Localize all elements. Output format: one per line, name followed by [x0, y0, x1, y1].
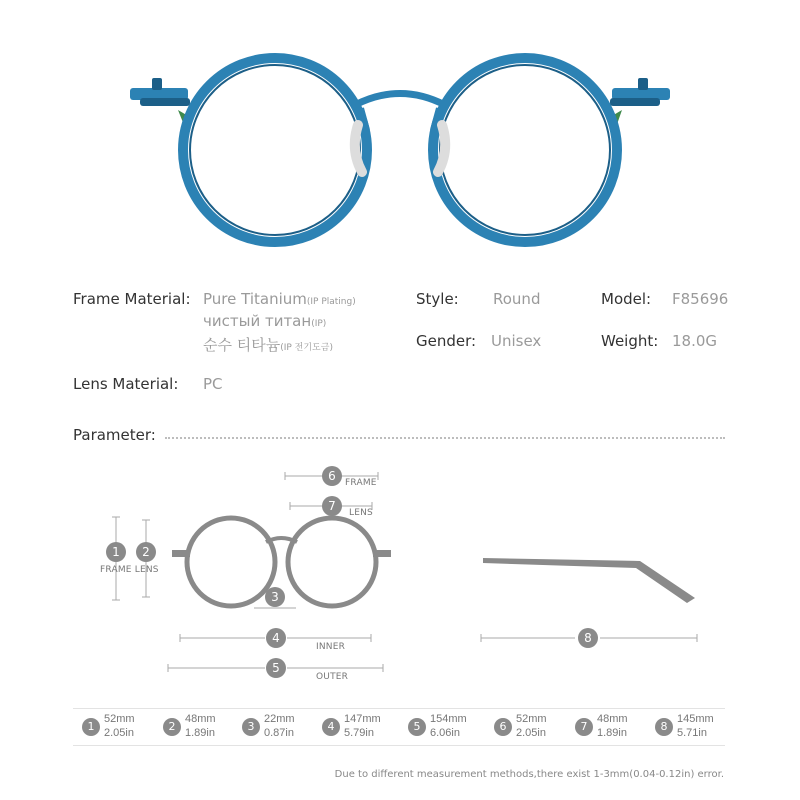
measurement-mm: 52mm — [104, 713, 135, 725]
lens-material-label: Lens Material: — [73, 375, 179, 393]
measurement-number: 3 — [242, 718, 260, 736]
frame-material-en-note: (IP Plating) — [306, 297, 356, 307]
frame-material-ko: 순수 티타늄 — [203, 336, 281, 354]
measurement-mm: 22mm — [264, 713, 295, 725]
gender-label: Gender: — [416, 332, 477, 350]
measurement-in: 1.89in — [185, 727, 215, 739]
measurement-mm: 52mm — [516, 713, 547, 725]
measurement-in: 6.06in — [430, 727, 460, 739]
model-label: Model: — [601, 290, 652, 308]
measurement-in: 5.71in — [677, 727, 707, 739]
dim-8-marker: 8 — [578, 628, 598, 648]
measurement-mm: 145mm — [677, 713, 714, 725]
dim-1-marker: 1 — [106, 542, 126, 562]
frame-material-value-ko — [203, 334, 333, 355]
measurement-number: 8 — [655, 718, 673, 736]
bridge — [355, 94, 445, 106]
dim-5-marker: 5 — [266, 658, 286, 678]
measurement-in: 2.05in — [516, 727, 546, 739]
dim-7-marker: 7 — [322, 496, 342, 516]
lens-material-value: PC — [203, 375, 223, 393]
measurement-mm: 48mm — [597, 713, 628, 725]
measurement-in: 0.87in — [264, 727, 294, 739]
frame-material-ru-note: (IP) — [311, 319, 327, 329]
gender-value: Unisex — [491, 332, 542, 350]
glasses-product-image — [0, 0, 800, 260]
right-lens — [433, 58, 617, 242]
parameter-divider — [165, 437, 725, 439]
measurement-in: 1.89in — [597, 727, 627, 739]
measurement-number: 5 — [408, 718, 426, 736]
dim-6-marker: 6 — [322, 466, 342, 486]
dim-6-frame-label: FRAME — [345, 478, 377, 488]
frame-material-label: Frame Material: — [73, 290, 191, 308]
frame-material-ru: чистый титан — [203, 312, 312, 330]
measurement-number: 2 — [163, 718, 181, 736]
measurement-mm: 154mm — [430, 713, 467, 725]
measurement-number: 7 — [575, 718, 593, 736]
weight-value: 18.0G — [672, 332, 718, 350]
dim-4-inner-label: INNER — [316, 642, 346, 652]
measurement-mm: 147mm — [344, 713, 381, 725]
measurement-number: 6 — [494, 718, 512, 736]
measurement-error-note: Due to different measurement methods,there exist 1-3mm(0.04-0.12in) error. — [334, 769, 724, 780]
frame-material-ko-note: (IP 전기도금) — [280, 343, 333, 353]
measurement-in: 2.05in — [104, 727, 134, 739]
frame-material-value-en — [203, 290, 356, 308]
right-hinge — [610, 78, 670, 106]
dim-3-marker: 3 — [265, 587, 285, 607]
dimension-diagram — [0, 460, 800, 700]
frame-material-en: Pure Titanium — [203, 290, 307, 308]
dim-5-outer-label: OUTER — [316, 672, 349, 682]
dim-7-lens-label: LENS — [349, 508, 373, 518]
left-lens — [183, 58, 367, 242]
measurement-in: 5.79in — [344, 727, 374, 739]
weight-label: Weight: — [601, 332, 659, 350]
parameter-label: Parameter: — [73, 426, 156, 444]
style-value: Round — [493, 290, 541, 308]
model-value: F85696 — [672, 290, 729, 308]
measurement-number: 1 — [82, 718, 100, 736]
dim-2-marker: 2 — [136, 542, 156, 562]
dim-4-marker: 4 — [266, 628, 286, 648]
dim-1-2-label: FRAME LENS — [100, 565, 159, 575]
measurement-number: 4 — [322, 718, 340, 736]
style-label: Style: — [416, 290, 459, 308]
side-view-temple — [483, 558, 695, 603]
measurement-mm: 48mm — [185, 713, 216, 725]
frame-material-value-ru — [203, 312, 326, 330]
left-hinge — [130, 78, 190, 106]
